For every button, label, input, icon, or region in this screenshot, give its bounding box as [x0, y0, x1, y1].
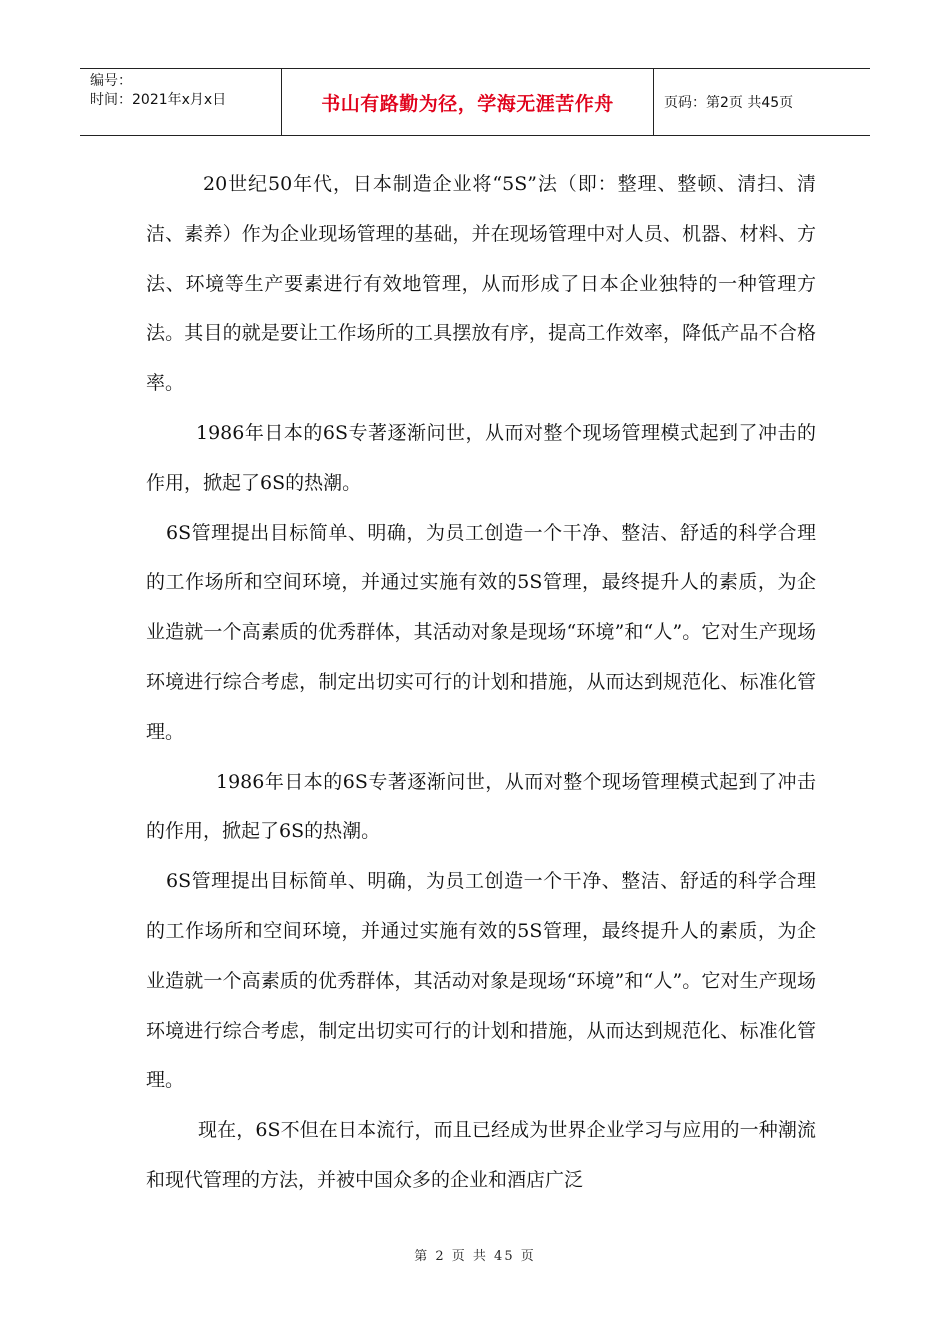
paragraph-5: 6S管理提出目标简单、明确，为员工创造一个干净、整洁、舒适的科学合理的工作场所和空间环境，并通过实施有效的5S管理，最终提升人的素质，为企业造就一个高素质的优秀群体，其活动对象是现场“环境”和“人”。它对生产现场环境进行综合考虑，制定出切实可行的计划和措施，从而达到规范化、标准化管理。 [146, 870, 816, 1092]
serial-label: 编号： [90, 73, 132, 89]
paragraph-2: 1986年日本的6S专著逐渐问世，从而对整个现场管理模式起到了冲击的作用，掀起了6S的热潮。 [146, 421, 816, 494]
page-footer: 第 2 页 共 45 页 [414, 1249, 536, 1264]
paragraph-1: 20世纪50年代，日本制造企业将“5S”法（即：整理、整顿、清扫、清洁、素养）作为企业现场管理的基础，并在现场管理中对人员、机器、材料、方法、环境等生产要素进行有效地管理，从而形成了日本企业独特的一种管理方法。其目的就是要让工作场所的工具摆放有序，提高工作效率，降低产品不合格率。 [146, 173, 816, 395]
time-label: 时间：2021年x月x日 [90, 92, 227, 108]
header-motto: 书山有路勤为径，学海无涯苦作舟 [321, 92, 614, 115]
header-page-info: 页码：第2页 共45页 [664, 95, 794, 111]
header-page-cell [654, 69, 870, 135]
paragraph-3: 6S管理提出目标简单、明确，为员工创造一个干净、整洁、舒适的科学合理的工作场所和空间环境，并通过实施有效的5S管理，最终提升人的素质，为企业造就一个高素质的优秀群体，其活动对象是现场“环境”和“人”。它对生产现场环境进行综合考虑，制定出切实可行的计划和措施，从而达到规范化、标准化管理。 [146, 521, 816, 743]
paragraph-4: 1986年日本的6S专著逐渐问世，从而对整个现场管理模式起到了冲击的作用，掀起了6S的热潮。 [146, 770, 816, 843]
header-motto-cell [282, 69, 654, 135]
paragraph-6: 现在，6S不但在日本流行，而且已经成为世界企业学习与应用的一种潮流和现代管理的方法，并被中国众多的企业和酒店广泛 [146, 1119, 816, 1191]
document-body [146, 160, 816, 1206]
document-header [80, 68, 870, 136]
header-meta-cell [80, 69, 282, 135]
